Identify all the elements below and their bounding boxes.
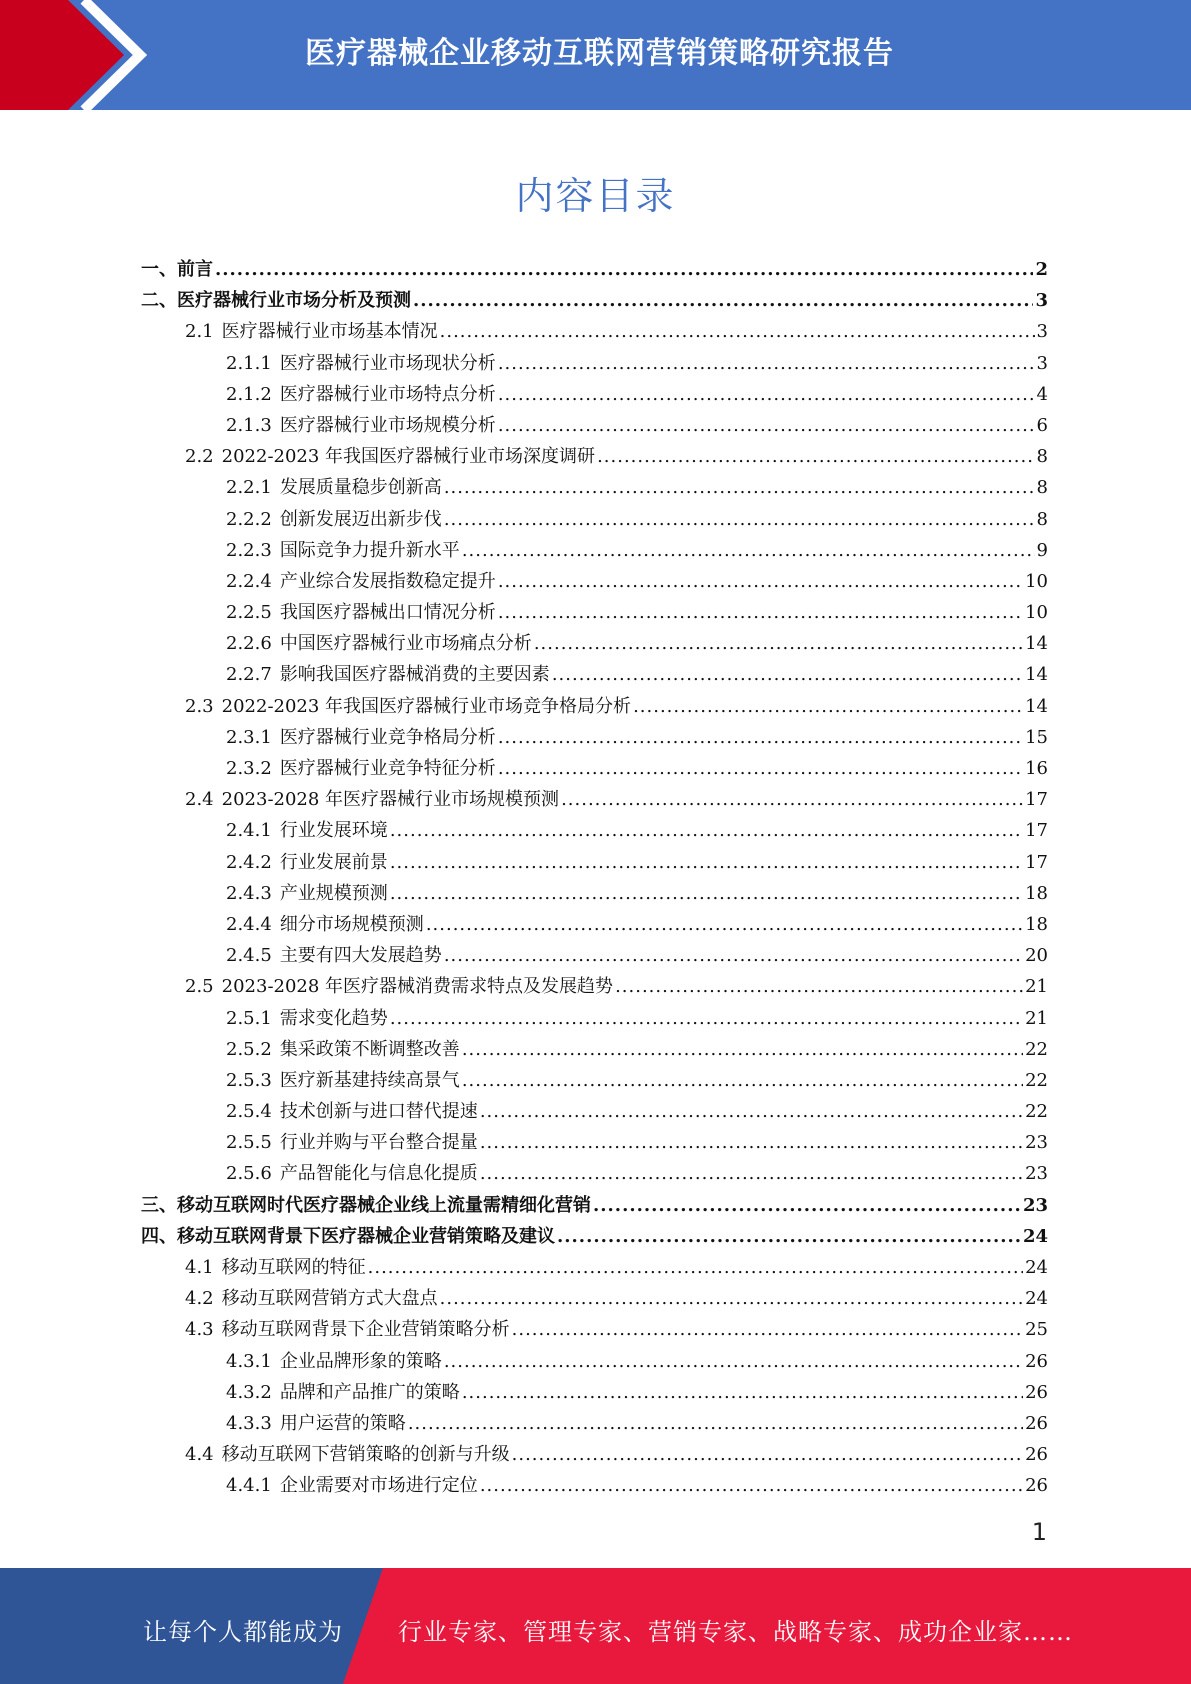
toc-dot-leader bbox=[444, 940, 1023, 971]
toc-entry-page: 17 bbox=[1025, 851, 1048, 873]
footer-slogan-left: 让每个人都能成为 bbox=[143, 1618, 343, 1646]
toc-entry-title: 医疗器械行业竞争特征分析 bbox=[279, 758, 496, 779]
toc-entry-number: 二、 bbox=[141, 290, 177, 312]
toc-dot-leader bbox=[498, 410, 1035, 441]
toc-entry-number: 2.4.1 bbox=[226, 820, 272, 842]
toc-entry-number: 2.3 bbox=[185, 695, 214, 717]
toc-dot-leader bbox=[615, 971, 1023, 1002]
toc-dot-leader bbox=[498, 379, 1035, 410]
toc-entry-number: 2.3.1 bbox=[226, 726, 272, 748]
toc-entry-title: 2022-2023 年我国医疗器械行业市场竞争格局分析 bbox=[221, 695, 632, 717]
toc-entry-page: 8 bbox=[1036, 446, 1048, 468]
toc-entry-title: 我国医疗器械出口情况分析 bbox=[279, 602, 496, 624]
toc-entry-page: 3 bbox=[1035, 290, 1048, 312]
toc-entry-page: 8 bbox=[1036, 508, 1048, 530]
toc-entry[interactable] bbox=[141, 1127, 1048, 1158]
toc-entry-page: 10 bbox=[1025, 570, 1048, 592]
toc-entry-title: 移动互联网下营销策略的创新与升级 bbox=[221, 1444, 510, 1466]
toc-entry-page: 18 bbox=[1025, 913, 1048, 935]
toc-entry-title: 行业并购与平台整合提量 bbox=[279, 1132, 478, 1154]
toc-dot-leader bbox=[440, 316, 1035, 347]
toc-entry-number: 三、 bbox=[141, 1194, 177, 1216]
toc-dot-leader bbox=[480, 1158, 1023, 1189]
toc-entry-title: 移动互联网时代医疗器械企业线上流量需精细化营销 bbox=[177, 1194, 591, 1216]
toc-entry-number: 4.4 bbox=[185, 1444, 214, 1466]
toc-entry-title: 2023-2028 年医疗器械行业市场规模预测 bbox=[221, 789, 560, 811]
toc-entry-title: 医疗新基建持续高景气 bbox=[279, 1069, 460, 1091]
toc-entry[interactable] bbox=[141, 379, 1048, 410]
toc-entry[interactable] bbox=[141, 1221, 1048, 1252]
toc-dot-leader bbox=[498, 753, 1023, 784]
toc-entry[interactable] bbox=[141, 1346, 1048, 1377]
toc-entry-page: 23 bbox=[1025, 1163, 1048, 1185]
toc-dot-leader bbox=[390, 878, 1023, 909]
toc-entry-number: 4.3.1 bbox=[226, 1350, 272, 1372]
toc-dot-leader bbox=[552, 659, 1023, 690]
toc-entry-title: 医疗器械行业市场分析及预测 bbox=[177, 290, 411, 312]
toc-dot-leader bbox=[426, 909, 1023, 940]
toc-entry[interactable] bbox=[141, 566, 1048, 597]
toc-entry-title: 企业需要对市场进行定位 bbox=[279, 1475, 478, 1497]
toc-entry[interactable] bbox=[141, 504, 1048, 535]
toc-entry-number: 2.2.5 bbox=[226, 602, 272, 624]
toc-entry[interactable] bbox=[141, 659, 1048, 690]
toc-dot-leader bbox=[462, 1065, 1023, 1096]
toc-entry-number: 2.2.4 bbox=[226, 570, 272, 592]
toc-entry-number: 4.2 bbox=[185, 1288, 214, 1310]
toc-entry-title: 医疗器械行业市场基本情况 bbox=[221, 321, 438, 343]
toc-entry-title: 用户运营的策略 bbox=[279, 1412, 406, 1434]
toc-dot-leader bbox=[215, 254, 1033, 285]
toc-entry-number: 2.2.3 bbox=[226, 539, 272, 561]
toc-entry[interactable] bbox=[141, 1034, 1048, 1065]
toc-entry[interactable] bbox=[141, 285, 1048, 316]
toc-dot-leader bbox=[390, 1003, 1023, 1034]
toc-entry[interactable] bbox=[141, 847, 1048, 878]
toc-entry-number: 2.1.2 bbox=[226, 383, 272, 405]
toc-dot-leader bbox=[462, 1034, 1023, 1065]
toc-entry-number: 2.2.1 bbox=[226, 477, 272, 499]
toc-entry[interactable] bbox=[141, 1065, 1048, 1096]
toc-entry-number: 2.2.6 bbox=[226, 633, 272, 655]
toc-entry[interactable] bbox=[141, 909, 1048, 940]
toc-entry-title: 移动互联网营销方式大盘点 bbox=[221, 1288, 438, 1310]
toc-entry-page: 22 bbox=[1025, 1101, 1048, 1123]
toc-entry-number: 2.5.5 bbox=[226, 1132, 272, 1154]
toc-entry-title: 移动互联网背景下医疗器械企业营销策略及建议 bbox=[177, 1225, 555, 1247]
toc-entry[interactable] bbox=[141, 410, 1048, 441]
toc-entry-number: 2.4.5 bbox=[226, 945, 272, 967]
toc-dot-leader bbox=[408, 1408, 1023, 1439]
toc-entry-title: 主要有四大发展趋势 bbox=[279, 945, 442, 967]
toc-entry-title: 集采政策不断调整改善 bbox=[279, 1038, 460, 1060]
toc-entry-page: 21 bbox=[1025, 976, 1048, 998]
toc-dot-leader bbox=[561, 784, 1023, 815]
toc-dot-leader bbox=[480, 1127, 1023, 1158]
toc-entry-title: 移动互联网背景下企业营销策略分析 bbox=[221, 1319, 510, 1341]
toc-entry-number: 2.5.4 bbox=[226, 1101, 272, 1123]
toc-entry[interactable] bbox=[141, 722, 1048, 753]
report-title: 医疗器械企业移动互联网营销策略研究报告 bbox=[305, 36, 894, 71]
toc-entry-page: 9 bbox=[1036, 539, 1048, 561]
toc-entry[interactable] bbox=[141, 441, 1048, 472]
toc-dot-leader bbox=[597, 441, 1034, 472]
toc-entry-title: 医疗器械行业市场特点分析 bbox=[279, 383, 496, 405]
toc-entry[interactable] bbox=[141, 1377, 1048, 1408]
toc-entry-title: 2022-2023 年我国医疗器械行业市场深度调研 bbox=[221, 446, 596, 468]
toc-entry-title: 品牌和产品推广的策略 bbox=[279, 1381, 460, 1403]
page-number: 1 bbox=[1031, 1518, 1047, 1546]
toc-entry-number: 2.5.3 bbox=[226, 1069, 272, 1091]
toc-dot-leader bbox=[557, 1221, 1021, 1252]
toc-dot-leader bbox=[444, 472, 1035, 503]
toc-entry-page: 8 bbox=[1036, 477, 1048, 499]
toc-entry-page: 17 bbox=[1025, 789, 1048, 811]
toc-dot-leader bbox=[440, 1283, 1023, 1314]
toc-entry-title: 企业品牌形象的策略 bbox=[279, 1350, 442, 1372]
toc-entry[interactable] bbox=[141, 316, 1048, 347]
toc-dot-leader bbox=[444, 504, 1035, 535]
table-of-contents bbox=[141, 254, 1048, 1502]
toc-dot-leader bbox=[444, 1346, 1023, 1377]
toc-entry[interactable] bbox=[141, 535, 1048, 566]
toc-entry-title: 创新发展迈出新步伐 bbox=[279, 508, 442, 530]
toc-entry-page: 24 bbox=[1022, 1225, 1048, 1247]
toc-dot-leader bbox=[593, 1190, 1021, 1221]
toc-entry-number: 2.4.2 bbox=[226, 851, 272, 873]
toc-entry-page: 14 bbox=[1025, 664, 1048, 686]
toc-entry[interactable] bbox=[141, 971, 1048, 1002]
toc-entry-page: 20 bbox=[1025, 945, 1048, 967]
toc-entry-title: 影响我国医疗器械消费的主要因素 bbox=[279, 664, 550, 686]
toc-entry-title: 技术创新与进口替代提速 bbox=[279, 1101, 478, 1123]
toc-entry[interactable] bbox=[141, 1439, 1048, 1470]
toc-entry-number: 2.5 bbox=[185, 976, 214, 998]
toc-dot-leader bbox=[462, 1377, 1023, 1408]
toc-entry-page: 23 bbox=[1022, 1194, 1048, 1216]
toc-entry-page: 23 bbox=[1025, 1132, 1048, 1154]
toc-dot-leader bbox=[633, 691, 1023, 722]
toc-entry[interactable] bbox=[141, 784, 1048, 815]
toc-entry-number: 2.2.2 bbox=[226, 508, 272, 530]
toc-entry-title: 产业规模预测 bbox=[279, 882, 388, 904]
toc-entry-number: 2.5.6 bbox=[226, 1163, 272, 1185]
toc-dot-leader bbox=[498, 597, 1023, 628]
toc-entry-page: 17 bbox=[1025, 820, 1048, 842]
toc-entry-title: 2023-2028 年医疗器械消费需求特点及发展趋势 bbox=[221, 976, 614, 998]
toc-entry[interactable] bbox=[141, 815, 1048, 846]
toc-entry-title: 产业综合发展指数稳定提升 bbox=[279, 570, 496, 592]
toc-entry[interactable] bbox=[141, 753, 1048, 784]
toc-entry-number: 2.1.1 bbox=[226, 352, 272, 374]
toc-entry-page: 22 bbox=[1025, 1069, 1048, 1091]
toc-entry-number: 2.5.2 bbox=[226, 1038, 272, 1060]
toc-entry-title: 产品智能化与信息化提质 bbox=[279, 1163, 478, 1185]
toc-entry-title: 前言 bbox=[177, 259, 213, 280]
toc-entry-number: 2.4.4 bbox=[226, 913, 272, 935]
toc-entry-title: 行业发展环境 bbox=[279, 820, 388, 842]
toc-entry-title: 需求变化趋势 bbox=[279, 1007, 388, 1029]
toc-dot-leader bbox=[498, 566, 1023, 597]
toc-entry-number: 4.4.1 bbox=[226, 1475, 272, 1497]
toc-dot-leader bbox=[413, 285, 1033, 316]
toc-entry-title: 国际竞争力提升新水平 bbox=[279, 539, 460, 561]
page-header bbox=[0, 0, 1191, 110]
toc-entry-title: 医疗器械行业竞争格局分析 bbox=[279, 726, 496, 748]
toc-entry-page: 26 bbox=[1025, 1412, 1048, 1434]
toc-entry-page: 10 bbox=[1025, 602, 1048, 624]
toc-entry-page: 3 bbox=[1036, 321, 1048, 343]
toc-entry-page: 14 bbox=[1025, 633, 1048, 655]
toc-entry-title: 移动互联网的特征 bbox=[221, 1257, 366, 1278]
toc-entry[interactable] bbox=[141, 1190, 1048, 1221]
toc-entry-number: 2.1 bbox=[185, 321, 214, 343]
toc-dot-leader bbox=[462, 535, 1035, 566]
toc-entry[interactable] bbox=[141, 1158, 1048, 1189]
toc-entry-page: 3 bbox=[1036, 352, 1048, 374]
toc-entry-page: 25 bbox=[1025, 1319, 1048, 1341]
toc-entry-number: 4.1 bbox=[185, 1257, 214, 1278]
toc-entry[interactable] bbox=[141, 1003, 1048, 1034]
toc-entry[interactable] bbox=[141, 348, 1048, 379]
toc-entry-number: 2.2 bbox=[185, 446, 214, 468]
toc-entry-page: 4 bbox=[1036, 383, 1048, 405]
toc-entry-page: 24 bbox=[1025, 1257, 1048, 1278]
toc-entry[interactable] bbox=[141, 1283, 1048, 1314]
toc-entry-page: 26 bbox=[1025, 1475, 1048, 1497]
toc-entry-number: 2.4 bbox=[185, 789, 214, 811]
toc-entry[interactable] bbox=[141, 628, 1048, 659]
toc-entry[interactable] bbox=[141, 691, 1048, 722]
toc-dot-leader bbox=[390, 815, 1023, 846]
toc-entry-page: 21 bbox=[1025, 1007, 1048, 1029]
toc-entry-number: 2.3.2 bbox=[226, 758, 272, 779]
header-chevron-decoration bbox=[0, 0, 150, 110]
toc-entry-title: 细分市场规模预测 bbox=[279, 913, 424, 935]
toc-dot-leader bbox=[480, 1096, 1023, 1127]
toc-entry-page: 18 bbox=[1025, 882, 1048, 904]
footer-slogan-right: 行业专家、管理专家、营销专家、战略专家、成功企业家…… bbox=[398, 1618, 1073, 1646]
toc-dot-leader bbox=[498, 348, 1035, 379]
toc-entry-number: 4.3.3 bbox=[226, 1412, 272, 1434]
toc-entry-number: 一、 bbox=[141, 259, 177, 280]
toc-entry-title: 医疗器械行业市场规模分析 bbox=[279, 414, 496, 436]
toc-entry[interactable] bbox=[141, 1096, 1048, 1127]
toc-entry-title: 发展质量稳步创新高 bbox=[279, 477, 442, 499]
toc-entry-page: 14 bbox=[1025, 695, 1048, 717]
toc-entry[interactable] bbox=[141, 940, 1048, 971]
toc-entry[interactable] bbox=[141, 472, 1048, 503]
toc-dot-leader bbox=[534, 628, 1023, 659]
toc-entry[interactable] bbox=[141, 878, 1048, 909]
toc-entry-number: 4.3.2 bbox=[226, 1381, 272, 1403]
toc-entry-number: 四、 bbox=[141, 1225, 177, 1247]
toc-entry-page: 24 bbox=[1025, 1288, 1048, 1310]
toc-entry-title: 行业发展前景 bbox=[279, 851, 388, 873]
toc-entry-page: 26 bbox=[1025, 1350, 1048, 1372]
toc-title: 内容目录 bbox=[515, 174, 676, 218]
toc-dot-leader bbox=[498, 722, 1023, 753]
page-footer bbox=[0, 1568, 1191, 1684]
toc-dot-leader bbox=[512, 1314, 1023, 1345]
toc-entry-page: 22 bbox=[1025, 1038, 1048, 1060]
toc-entry-number: 2.4.3 bbox=[226, 882, 272, 904]
toc-entry-page: 26 bbox=[1025, 1381, 1048, 1403]
toc-entry-number: 2.1.3 bbox=[226, 414, 272, 436]
toc-entry-title: 医疗器械行业市场现状分析 bbox=[279, 352, 496, 374]
toc-entry-page: 6 bbox=[1036, 414, 1048, 436]
toc-dot-leader bbox=[512, 1439, 1023, 1470]
toc-entry-title: 中国医疗器械行业市场痛点分析 bbox=[279, 633, 532, 655]
toc-entry-number: 2.2.7 bbox=[226, 664, 272, 686]
toc-dot-leader bbox=[480, 1470, 1023, 1501]
toc-entry-number: 4.3 bbox=[185, 1319, 214, 1341]
toc-entry[interactable] bbox=[141, 1408, 1048, 1439]
toc-entry[interactable] bbox=[141, 597, 1048, 628]
toc-dot-leader bbox=[368, 1252, 1023, 1283]
toc-entry-page: 15 bbox=[1025, 726, 1048, 748]
toc-entry-page: 16 bbox=[1025, 758, 1048, 779]
toc-entry-page: 26 bbox=[1025, 1444, 1048, 1466]
toc-entry[interactable] bbox=[141, 254, 1048, 285]
toc-entry[interactable] bbox=[141, 1470, 1048, 1501]
toc-entry-page: 2 bbox=[1035, 259, 1048, 280]
toc-entry[interactable] bbox=[141, 1314, 1048, 1345]
toc-entry-number: 2.5.1 bbox=[226, 1007, 272, 1029]
toc-dot-leader bbox=[390, 847, 1023, 878]
toc-entry[interactable] bbox=[141, 1252, 1048, 1283]
